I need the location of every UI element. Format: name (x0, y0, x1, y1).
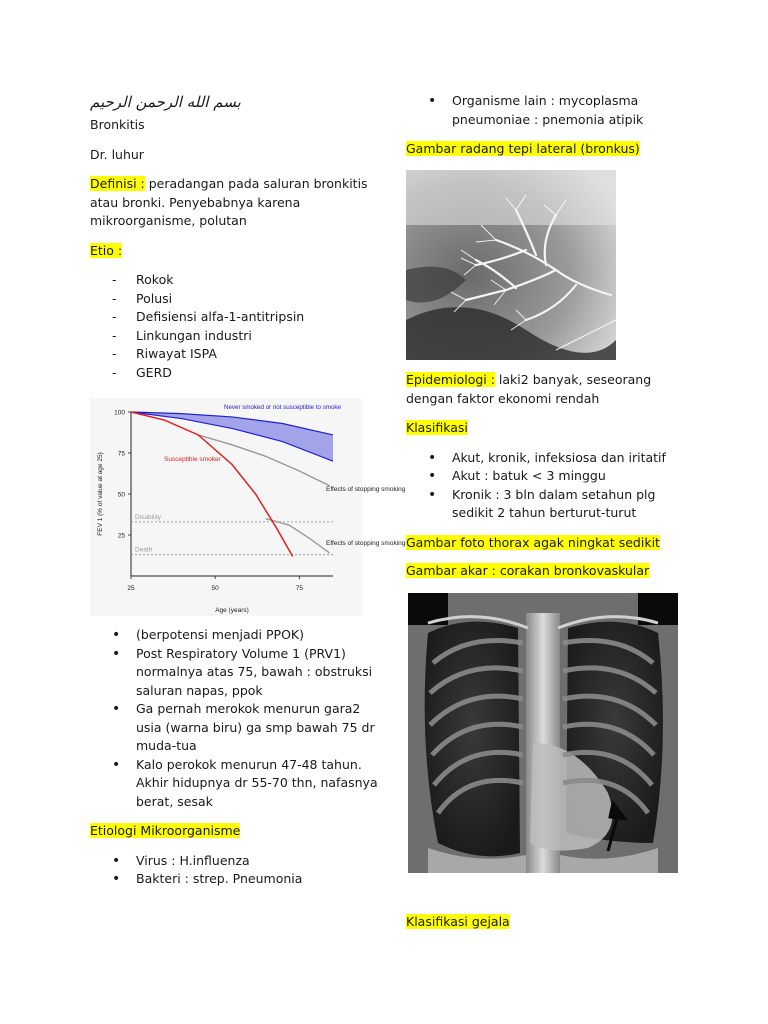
y-tick-label: 50 (117, 491, 125, 499)
right-bottom (406, 913, 696, 932)
bronchogram-image (406, 170, 616, 360)
left-lower (90, 626, 380, 889)
etiologi-heading (90, 822, 380, 841)
doc-author: Dr. luhur (90, 146, 144, 162)
chest-xray-svg (408, 593, 678, 873)
list-item: - Defisiensi alfa-1-antitripsin (90, 308, 380, 327)
organisme-list (406, 92, 656, 129)
list-item: • Post Respiratory Volume 1 (PRV1) normalnya atas 75, bawah : obstruksi saluran napas, ppok (90, 645, 380, 701)
list-item: - Linkungan industri (90, 327, 380, 346)
list-item: • Akut : batuk < 3 minggu (406, 467, 696, 486)
list-item: - Rokok (90, 271, 380, 290)
left-column (90, 88, 380, 382)
etiologi-label: Etiologi Mikroorganisme (90, 823, 241, 838)
etiologi-list (90, 852, 380, 889)
epidemiologi-text: laki2 banyak, seseorang dengan faktor ekonomi rendah (406, 372, 652, 406)
right-column (406, 92, 696, 159)
list-item: - Polusi (90, 290, 380, 309)
x-tick-label: 50 (211, 585, 219, 592)
fev1-chart (90, 398, 406, 616)
annotation-never-smoked: Never smoked or not susceptible to smoke (224, 404, 341, 411)
right-middle (406, 371, 696, 581)
list-item: • (berpotensi menjadi PPOK) (90, 626, 380, 645)
y-tick-label: 75 (117, 450, 125, 458)
definisi-paragraph (90, 175, 380, 231)
list-item: • Ga pernah merokok menurun gara2 usia (warna biru) ga smp bawah 75 dr muda-tua (90, 700, 380, 756)
y-axis-label: FEV 1 (% of value at age 25) (97, 452, 104, 536)
list-item: - Riwayat ISPA (90, 345, 380, 364)
reference-line-label: Disability (135, 513, 162, 521)
list-item: • Bakteri : strep. Pneumonia (90, 870, 380, 889)
gambar-akar-label: Gambar akar : corakan bronkovaskular (406, 563, 650, 578)
y-tick-label: 100 (114, 409, 125, 417)
etio-label: Etio : (90, 242, 123, 258)
gambar-akar-heading (406, 562, 696, 581)
list-item: • Virus : H.influenza (90, 852, 380, 871)
y-tick-label: 25 (117, 532, 125, 540)
reference-line-label: Death (135, 546, 153, 554)
definisi-text: peradangan pada saluran bronkitis atau bronki. Penyebabnya karena mikroorganisme, polutan (90, 176, 368, 228)
klasifikasi-list (406, 449, 696, 523)
list-item: • Organisme lain : mycoplasma pneumoniae : pnemonia atipik (406, 92, 656, 129)
gambar-radang-label: Gambar radang tepi lateral (bronkus) (406, 141, 640, 156)
x-tick-label: 75 (295, 585, 303, 592)
list-item: • Kronik : 3 bln dalam setahun plg sedikit 2 tahun berturut-turut (406, 486, 696, 523)
bismillah-calligraphy: بسم الله الرحمن الرحيم (90, 93, 241, 111)
etio-list (90, 271, 380, 382)
annotation-susceptible-smoker: Susceptible smoker (164, 456, 221, 463)
klasifikasi-gejala-heading (406, 913, 696, 932)
gambar-thorax-label: Gambar foto thorax agak ningkat sedikit (406, 534, 660, 550)
gambar-radang-heading (406, 140, 696, 159)
fev1-chart-svg (90, 398, 406, 616)
bronchogram-svg (406, 170, 616, 360)
klasifikasi-heading (406, 419, 696, 438)
annotation-stopping-smoking: Effects of stopping smoking (326, 486, 406, 493)
epidemiologi-label: Epidemiologi : (406, 372, 495, 387)
list-item: • Kalo perokok menurun 47-48 tahun. Akhir hidupnya dr 55-70 thn, nafasnya berat, sesak (90, 756, 380, 812)
chest-xray-image (408, 593, 678, 873)
list-item: - GERD (90, 364, 380, 383)
list-item: • Akut, kronik, infeksiosa dan iritatif (406, 449, 696, 468)
x-axis-label: Age (years) (215, 607, 249, 614)
definisi-label: Definisi : (90, 176, 145, 191)
klasifikasi-gejala-label: Klasifikasi gejala (406, 914, 510, 929)
annotation-stopping-smoking: Effects of stopping smoking (326, 540, 406, 547)
etio-heading (90, 242, 380, 261)
doc-title: Bronkitis (90, 117, 145, 132)
klasifikasi-label: Klasifikasi (406, 420, 468, 435)
epidemiologi-paragraph (406, 371, 696, 408)
gambar-thorax-heading (406, 534, 696, 553)
x-tick-label: 25 (127, 585, 135, 592)
notes-list (90, 626, 380, 811)
